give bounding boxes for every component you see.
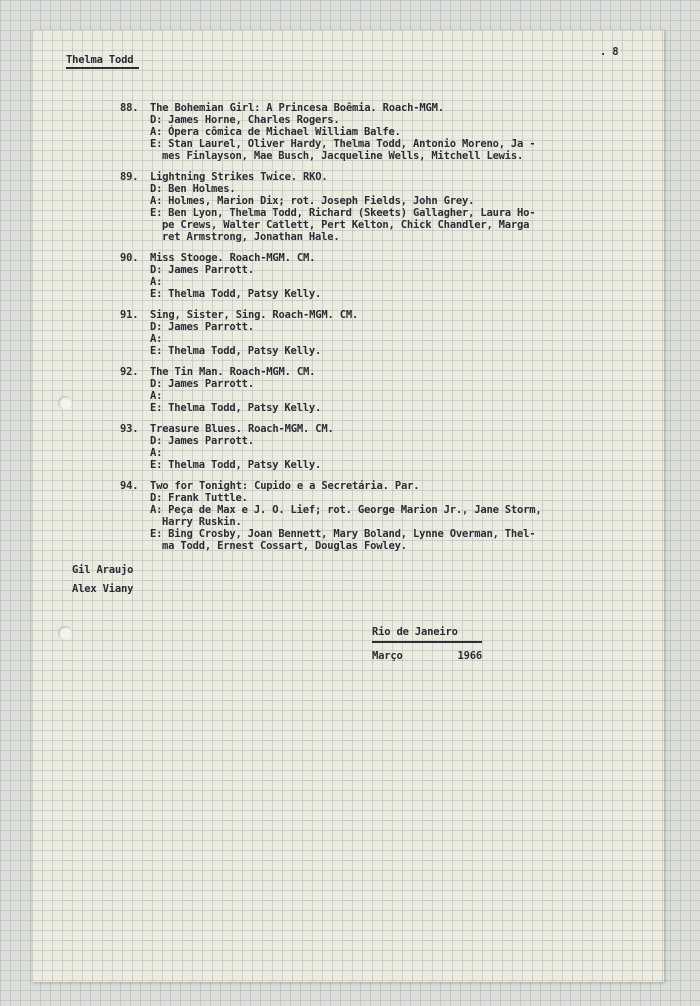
signer-name: Gil Araujo [72, 564, 134, 576]
author-label: A: [150, 447, 163, 459]
cast-value: Thelma Todd, Patsy Kelly. [168, 288, 322, 300]
film-entry [120, 309, 630, 357]
document-page [32, 30, 664, 982]
cast-label: E: [150, 138, 163, 150]
cast-continuation: mes Finlayson, Mae Busch, Jacqueline Wells, Mitchell Lewis. [162, 150, 524, 162]
signers-block [72, 564, 133, 602]
entry-title: Lightning Strikes Twice. RKO. [150, 171, 328, 183]
director-line [120, 264, 630, 276]
place-date-block [372, 626, 482, 662]
header-name: Thelma Todd [66, 54, 139, 69]
film-entry [120, 252, 630, 300]
author-label: A: [150, 333, 163, 345]
filmography-list [120, 102, 630, 561]
director-value: James Parrott. [168, 264, 254, 276]
author-label: A: [150, 276, 163, 288]
entry-title-line [120, 366, 630, 378]
film-entry [120, 102, 630, 162]
director-value: James Parrott. [168, 378, 254, 390]
director-line [120, 114, 630, 126]
entry-title-line [120, 102, 630, 114]
cast-line [120, 345, 630, 357]
director-label: D: [150, 492, 163, 504]
director-line [120, 183, 630, 195]
film-entry [120, 366, 630, 414]
author-label: A: [150, 504, 163, 516]
cast-line [120, 207, 630, 219]
film-entry [120, 171, 630, 243]
director-label: D: [150, 321, 163, 333]
entry-number: 91. [120, 309, 139, 321]
director-label: D: [150, 114, 163, 126]
author-label: A: [150, 390, 163, 402]
film-entry [120, 480, 630, 552]
cast-label: E: [150, 345, 163, 357]
entry-title: The Tin Man. Roach-MGM. CM. [150, 366, 316, 378]
place-name: Rio de Janeiro [372, 626, 482, 643]
entry-title-line [120, 423, 630, 435]
cast-value: Stan Laurel, Oliver Hardy, Thelma Todd, Antonio Moreno, Ja - [168, 138, 536, 150]
director-label: D: [150, 435, 163, 447]
date-month: Março [372, 650, 403, 662]
cast-continuation: ret Armstrong, Jonathan Hale. [162, 231, 340, 243]
director-line [120, 321, 630, 333]
cast-label: E: [150, 528, 163, 540]
cast-label: E: [150, 207, 163, 219]
director-line [120, 435, 630, 447]
director-label: D: [150, 183, 163, 195]
cast-continuation: pe Crews, Walter Catlett, Pert Kelton, Chick Chandler, Marga [162, 219, 530, 231]
director-value: Frank Tuttle. [168, 492, 248, 504]
cast-label: E: [150, 459, 163, 471]
entry-number: 90. [120, 252, 139, 264]
entry-number: 93. [120, 423, 139, 435]
director-value: James Horne, Charles Rogers. [168, 114, 340, 126]
cast-label: E: [150, 288, 163, 300]
author-value: Peça de Max e J. O. Lief; rot. George Marion Jr., Jane Storm, [168, 504, 542, 516]
cast-value: Thelma Todd, Patsy Kelly. [168, 459, 322, 471]
director-value: James Parrott. [168, 435, 254, 447]
author-line [120, 333, 630, 345]
cast-continuation: ma Todd, Ernest Cossart, Douglas Fowley. [162, 540, 407, 552]
author-value: Ópera cômica de Michael William Balfe. [168, 126, 401, 138]
entry-number: 94. [120, 480, 139, 492]
entry-number: 89. [120, 171, 139, 183]
cast-line [120, 402, 630, 414]
author-line [120, 390, 630, 402]
entry-title-line [120, 480, 630, 492]
date-year: 1966 [457, 650, 482, 662]
author-continuation: Harry Ruskin. [162, 516, 242, 528]
entry-number: 88. [120, 102, 139, 114]
cast-label: E: [150, 402, 163, 414]
entry-title: Miss Stooge. Roach-MGM. CM. [150, 252, 316, 264]
author-line [120, 276, 630, 288]
entry-title-line [120, 171, 630, 183]
author-line [120, 504, 630, 516]
film-entry [120, 423, 630, 471]
cast-value: Thelma Todd, Patsy Kelly. [168, 402, 322, 414]
director-line [120, 492, 630, 504]
director-value: Ben Holmes. [168, 183, 236, 195]
author-label: A: [150, 126, 163, 138]
cast-line [120, 288, 630, 300]
page-number: . 8 [600, 46, 619, 58]
author-line [120, 447, 630, 459]
author-label: A: [150, 195, 163, 207]
punch-hole-top [58, 396, 72, 410]
signer-name: Alex Viany [72, 583, 134, 595]
cast-line [120, 138, 630, 150]
entry-title: Treasure Blues. Roach-MGM. CM. [150, 423, 334, 435]
punch-hole-bottom [58, 626, 72, 640]
cast-line [120, 459, 630, 471]
entry-title-line [120, 252, 630, 264]
director-label: D: [150, 378, 163, 390]
date-line [372, 650, 482, 662]
entry-title: Two for Tonight: Cupido e a Secretária. Par. [150, 480, 420, 492]
director-label: D: [150, 264, 163, 276]
cast-value: Ben Lyon, Thelma Todd, Richard (Skeets) Gallagher, Laura Ho- [168, 207, 536, 219]
cast-value: Bing Crosby, Joan Bennett, Mary Boland, Lynne Overman, Thel- [168, 528, 536, 540]
entry-title: The Bohemian Girl: A Princesa Boêmia. Roach-MGM. [150, 102, 444, 114]
author-line [120, 126, 630, 138]
author-value: Holmes, Marion Dix; rot. Joseph Fields, John Grey. [168, 195, 475, 207]
director-value: James Parrott. [168, 321, 254, 333]
author-line [120, 195, 630, 207]
cast-line [120, 528, 630, 540]
entry-title-line [120, 309, 630, 321]
director-line [120, 378, 630, 390]
entry-number: 92. [120, 366, 139, 378]
entry-title: Sing, Sister, Sing. Roach-MGM. CM. [150, 309, 359, 321]
cast-value: Thelma Todd, Patsy Kelly. [168, 345, 322, 357]
